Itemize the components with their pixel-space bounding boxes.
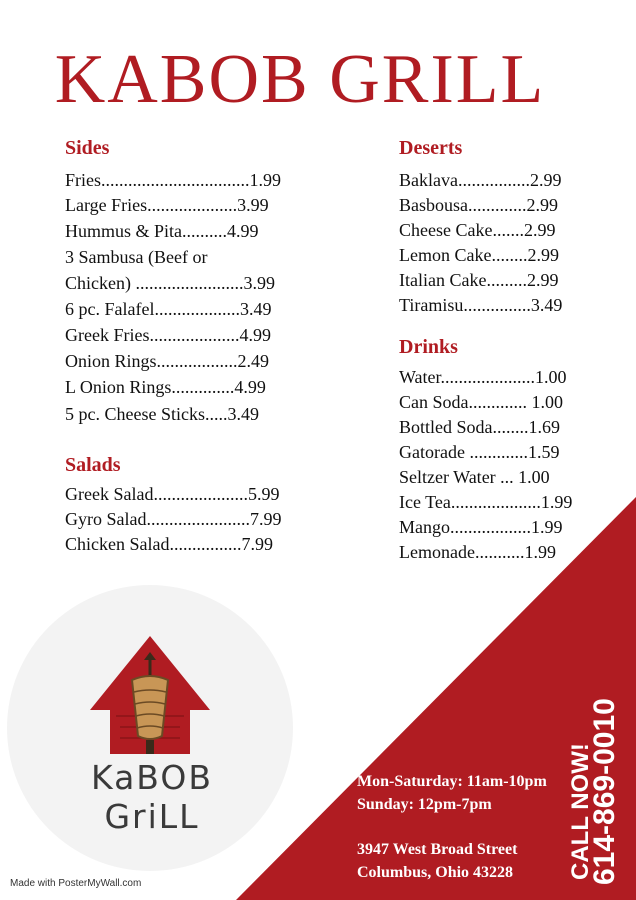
list-item: Water.....................1.00	[399, 367, 567, 387]
list-item: Lemon Cake........2.99	[399, 245, 559, 265]
list-item: Lemonade...........1.99	[399, 542, 556, 562]
salads-heading: Salads	[65, 454, 121, 476]
list-item: 6 pc. Falafel...................3.49	[65, 299, 272, 319]
call-now-label: CALL NOW!	[567, 743, 594, 880]
list-item: Chicken Salad................7.99	[65, 534, 273, 554]
list-item: Large Fries....................3.99	[65, 195, 269, 215]
list-item: Gyro Salad.......................7.99	[65, 509, 282, 529]
phone-number[interactable]: 614-869-0010	[588, 698, 621, 885]
hours-weekdays: Mon-Saturday: 11am-10pm	[357, 773, 547, 790]
address-city: Columbus, Ohio 43228	[357, 864, 514, 881]
list-item: Bottled Soda........1.69	[399, 417, 560, 437]
kabob-house-icon	[80, 632, 220, 757]
list-item: Greek Fries....................4.99	[65, 325, 271, 345]
deserts-heading: Deserts	[399, 137, 463, 159]
page-title: KABOB GRILL	[54, 41, 546, 118]
footer-credit[interactable]: Made with PosterMyWall.com	[10, 878, 142, 889]
address-street: 3947 West Broad Street	[357, 841, 518, 858]
list-item: Baklava................2.99	[399, 170, 562, 190]
list-item: Seltzer Water ... 1.00	[399, 467, 550, 487]
list-item: Onion Rings..................2.49	[65, 351, 270, 371]
hours-sunday: Sunday: 12pm-7pm	[357, 796, 492, 813]
list-item: Cheese Cake.......2.99	[399, 220, 556, 240]
list-item: Italian Cake.........2.99	[399, 270, 559, 290]
list-item: Fries.................................1.99	[65, 170, 281, 190]
list-item: Ice Tea....................1.99	[399, 492, 573, 512]
list-item: Mango..................1.99	[399, 517, 563, 537]
list-item: Basbousa.............2.99	[399, 195, 558, 215]
list-item: Gatorade .............1.59	[399, 442, 560, 462]
sides-heading: Sides	[65, 137, 110, 159]
logo-wordmark: KaBOB GriLL	[91, 758, 213, 836]
list-item: Can Soda............. 1.00	[399, 392, 563, 412]
drinks-heading: Drinks	[399, 336, 458, 358]
list-item: Hummus & Pita..........4.99	[65, 221, 259, 241]
list-item: L Onion Rings..............4.99	[65, 377, 266, 397]
list-item: Chicken) ........................3.99	[65, 273, 275, 293]
list-item: 5 pc. Cheese Sticks.....3.49	[65, 404, 259, 424]
list-item: Greek Salad.....................5.99	[65, 484, 280, 504]
list-item: Tiramisu...............3.49	[399, 295, 563, 315]
list-item: 3 Sambusa (Beef or	[65, 247, 208, 267]
